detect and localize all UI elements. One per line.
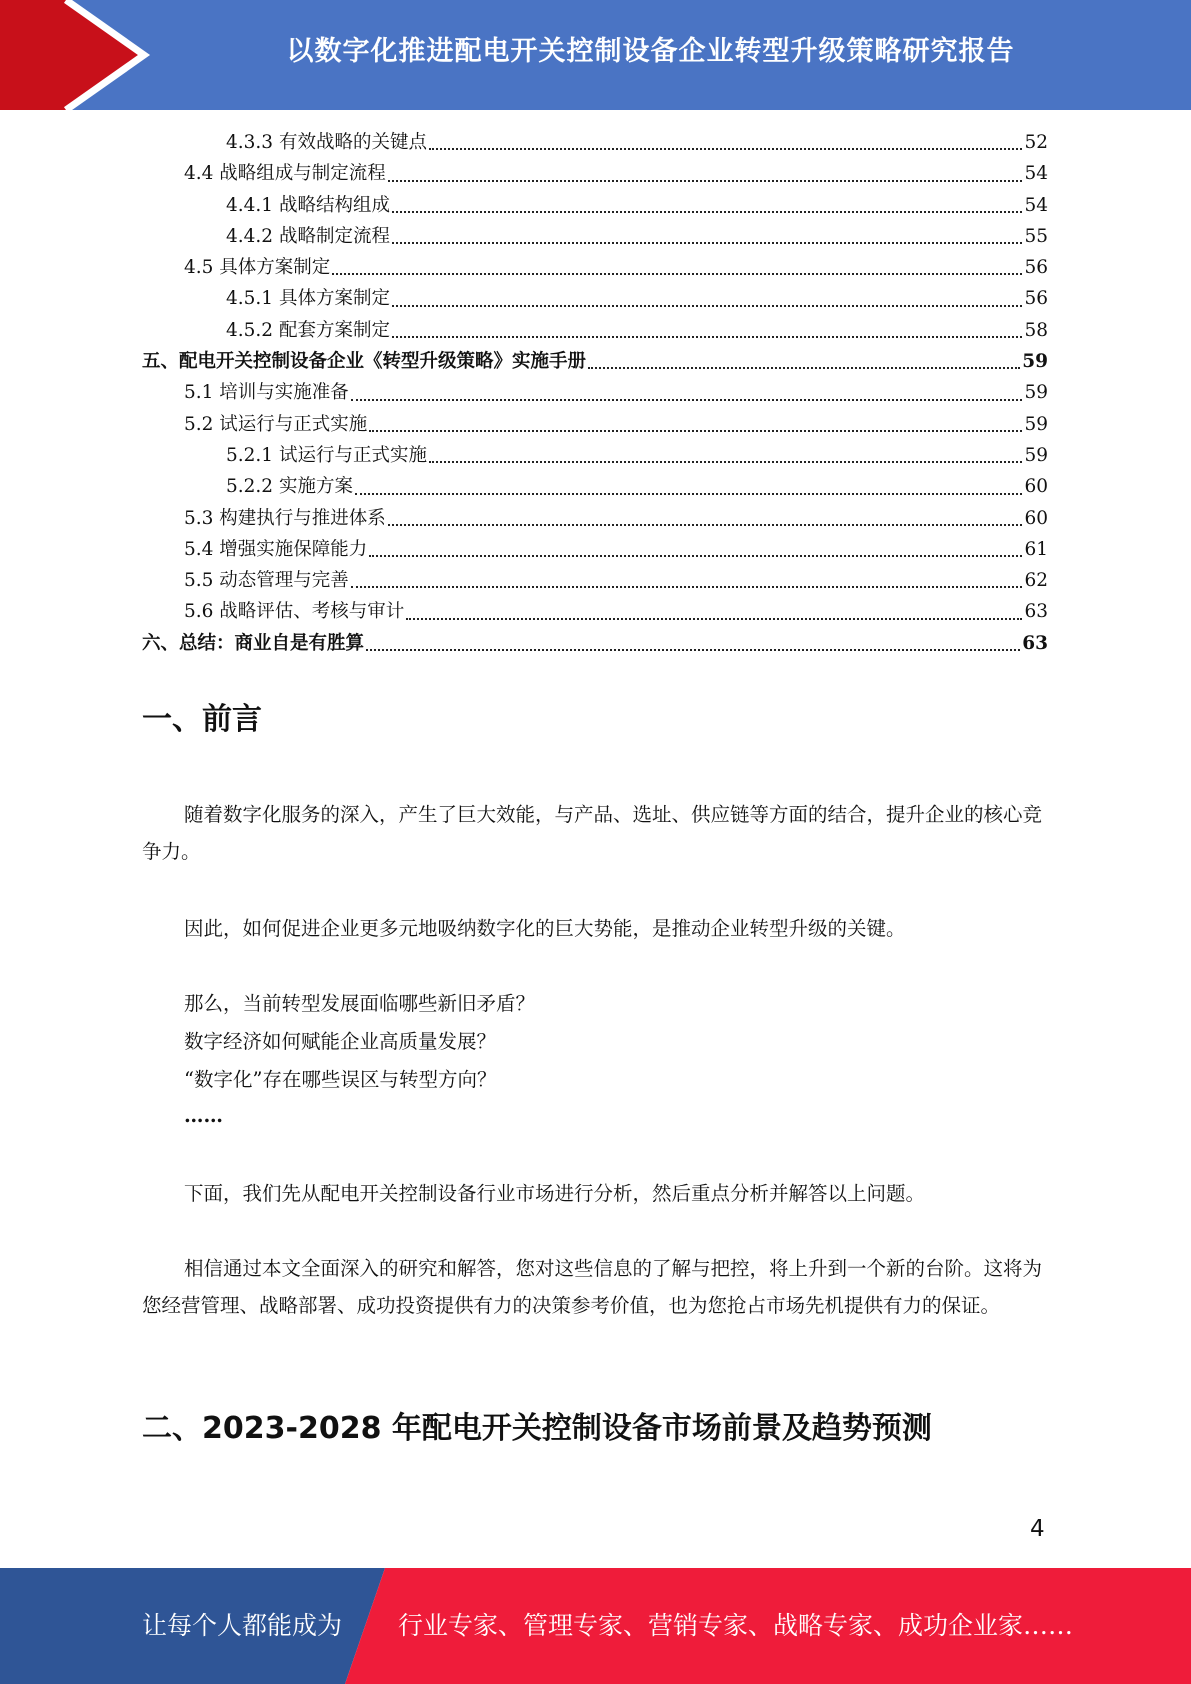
toc-entry[interactable] (142, 565, 1048, 596)
toc-dot-leader (429, 148, 1022, 150)
toc-entry-page: 63 (1024, 601, 1048, 623)
toc-dot-leader (355, 493, 1023, 495)
toc-entry-title: 4.3.3 有效战略的关键点 (226, 132, 427, 153)
header-banner (0, 0, 1191, 110)
toc-entry-page: 62 (1024, 570, 1048, 592)
question-line: 数字经济如何赋能企业高质量发展？ (184, 1030, 497, 1053)
toc-entry[interactable] (142, 628, 1048, 659)
toc-dot-leader (392, 336, 1022, 338)
toc-entry[interactable] (142, 158, 1048, 189)
toc-entry-page: 61 (1024, 538, 1048, 560)
toc-entry-page: 60 (1024, 507, 1048, 529)
toc-entry[interactable] (142, 190, 1048, 221)
toc-dot-leader (406, 618, 1022, 620)
toc-entry-title: 5.5 动态管理与完善 (184, 570, 349, 592)
toc-entry-title: 4.5 具体方案制定 (184, 257, 331, 279)
toc-entry-page: 60 (1024, 476, 1048, 498)
toc-entry-title: 五、配电开关控制设备企业《转型升级策略》实施手册 (142, 351, 587, 373)
toc-entry[interactable] (142, 440, 1048, 471)
toc-entry-title: 4.4 战略组成与制定流程 (184, 163, 386, 185)
toc-entry-page: 52 (1024, 132, 1048, 153)
toc-entry-page: 59 (1024, 444, 1048, 466)
toc-entry-title: 5.2.1 试运行与正式实施 (226, 444, 427, 466)
toc-entry[interactable] (142, 127, 1048, 158)
toc-entry-page: 59 (1024, 413, 1048, 435)
toc-entry[interactable] (142, 221, 1048, 252)
toc-entry-title: 4.4.1 战略结构组成 (226, 194, 390, 216)
toc-entry-title: 4.5.2 配套方案制定 (226, 319, 390, 341)
question-line: “数字化”存在哪些误区与转型方向？ (184, 1068, 497, 1091)
toc-entry[interactable] (142, 409, 1048, 440)
toc-entry-title: 5.2.2 实施方案 (226, 476, 353, 498)
paragraph: 因此，如何促进企业更多元地吸纳数字化的巨大势能，是推动企业转型升级的关键。 (184, 917, 906, 940)
toc-entry[interactable] (142, 596, 1048, 627)
toc-entry-page: 59 (1024, 382, 1048, 404)
toc-dot-leader (392, 242, 1022, 244)
question-line: 那么，当前转型发展面临哪些新旧矛盾？ (184, 992, 536, 1015)
toc-entry-page: 59 (1022, 351, 1048, 373)
toc-dot-leader (588, 367, 1020, 369)
toc-entry-page: 58 (1024, 319, 1048, 341)
toc-entry-page: 55 (1024, 225, 1048, 247)
toc-entry[interactable] (142, 377, 1048, 408)
toc-dot-leader (369, 430, 1022, 432)
footer-banner (0, 1568, 1191, 1684)
paragraph: 相信通过本文全面深入的研究和解答，您对这些信息的了解与把控，将上升到一个新的台阶。这将为您经营管理、战略部署、成功投资提供有力的决策参考价值，也为您抢占市场先机提供有力的保证。 (142, 1257, 1043, 1317)
page-number: 4 (1030, 1516, 1045, 1542)
toc-entry[interactable] (142, 252, 1048, 283)
toc-entry-title: 5.4 增强实施保障能力 (184, 538, 368, 560)
section-heading-market-forecast: 二、2023-2028 年配电开关控制设备市场前景及趋势预测 (142, 1411, 932, 1446)
toc-entry[interactable] (142, 315, 1048, 346)
toc-entry-title: 5.3 构建执行与推进体系 (184, 507, 386, 529)
toc-dot-leader (388, 180, 1023, 182)
toc-entry-page: 54 (1024, 194, 1048, 216)
toc-dot-leader (388, 524, 1023, 526)
toc-entry[interactable] (142, 503, 1048, 534)
footer-slogan-right: 行业专家、管理专家、营销专家、战略专家、成功企业家…… (398, 1611, 1074, 1640)
paragraph: 随着数字化服务的深入，产生了巨大效能，与产品、选址、供应链等方面的结合，提升企业的核心竞争力。 (142, 803, 1043, 863)
toc-entry-title: 5.1 培训与实施准备 (184, 382, 349, 404)
section-heading-preface: 一、前言 (142, 702, 262, 737)
toc-dot-leader (429, 461, 1022, 463)
toc-entry-page: 63 (1022, 632, 1048, 654)
report-title: 以数字化推进配电开关控制设备企业转型升级策略研究报告 (286, 36, 1015, 67)
toc-entry-title: 4.5.1 具体方案制定 (226, 288, 390, 310)
footer-slogan-left: 让每个人都能成为 (142, 1611, 343, 1640)
toc-entry-page: 56 (1024, 288, 1048, 310)
toc-entry[interactable] (142, 534, 1048, 565)
toc-entry-title: 4.4.2 战略制定流程 (226, 225, 390, 247)
toc-dot-leader (392, 305, 1022, 307)
toc-dot-leader (351, 399, 1023, 401)
toc-dot-leader (369, 555, 1022, 557)
toc-dot-leader (332, 273, 1022, 275)
table-of-contents (142, 127, 1048, 659)
toc-entry-title: 5.2 试运行与正式实施 (184, 413, 368, 435)
toc-dot-leader (351, 586, 1023, 588)
toc-entry-title: 5.6 战略评估、考核与审计 (184, 601, 405, 623)
toc-dot-leader (392, 211, 1022, 213)
toc-entry[interactable] (142, 471, 1048, 502)
toc-entry[interactable] (142, 346, 1048, 377)
paragraph: 下面，我们先从配电开关控制设备行业市场进行分析，然后重点分析并解答以上问题。 (184, 1182, 926, 1205)
toc-entry-title: 六、总结：商业自是有胜算 (142, 632, 365, 654)
ellipsis-line: …… (184, 1104, 223, 1127)
toc-entry-page: 54 (1024, 163, 1048, 185)
toc-entry-page: 56 (1024, 257, 1048, 279)
toc-entry[interactable] (142, 283, 1048, 314)
toc-dot-leader (366, 649, 1020, 651)
